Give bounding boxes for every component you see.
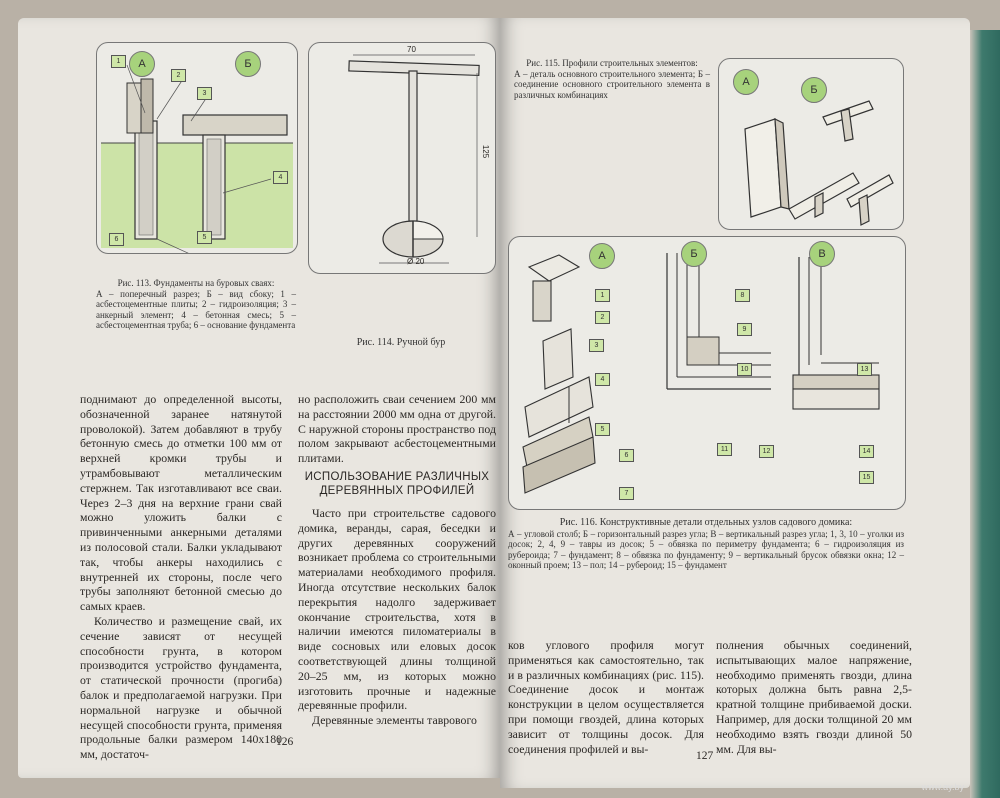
dim-label-side: 125: [481, 144, 491, 159]
paragraph: Часто при строительстве садового домика, веранды, сарая, беседки и других деревянных сооружений возникает проблема со строительными материалами необходимого профиля. Иногда отсутствие нескольких балок перекрытия надолго задерживает окончание строительства, хотя в наличии имеются пиломатериалы в виде сосновых или еловых досок соответствующей длины толщиной 20–25 мм, из которых можно изготовить прочные и надежные деревянные профили.: [298, 505, 496, 713]
callout-2: 2: [171, 69, 186, 82]
callout-12: 12: [759, 445, 774, 458]
paragraph: Деревянные элементы таврового: [312, 713, 477, 728]
figure-113-caption: [96, 278, 296, 331]
callout-1: 1: [595, 289, 610, 302]
figure-115: [718, 58, 904, 230]
figure-115-caption-title: Рис. 115. Профили строительных элементов:: [526, 58, 698, 68]
figure-116-caption: [508, 518, 904, 571]
view-label-b: Б: [801, 77, 827, 103]
callout-4: 4: [595, 373, 610, 386]
figure-115-caption-body: А – деталь основного строительного элемента; Б – соединение основного строительного элемента в различных комбинациях: [514, 68, 710, 100]
figure-114-caption: Рис. 114. Ручной бур: [356, 337, 446, 348]
callout-11: 11: [717, 443, 732, 456]
callout-9: 9: [737, 323, 752, 336]
view-label-c: В: [809, 241, 835, 267]
figure-116-caption-body: А – угловой столб; Б – горизонтальный разрез угла; В – вертикальный разрез угла; 1, 3, 10 – уголки из досок; 2, 4, 9 – тавры из досок; 5 – обвязка по периметру фундамента; 6 – гидроизоляция из рубероида; 7 – фундамент; 8 – обвязка по фундаменту; 9 – вертикальный брусок обвязки окна; 12 – оконный проем; 13 – пол; 14 – рубероид; 15 – фундамент: [508, 528, 904, 570]
callout-4: 4: [273, 171, 288, 184]
callout-2: 2: [595, 311, 610, 324]
callout-8: 8: [735, 289, 750, 302]
paragraph: полнения обычных соединений, испытывающих малое напряжение, необходимо применять гвозди, длина которых должна быть равна 2,5-кратной толщине прибиваемой доски. Например, для доски толщиной 20 мм необходимо взять гвозди длиной 50 мм. Для вы-: [716, 638, 912, 756]
callout-7: 7: [619, 487, 634, 500]
figure-116-drawing: [509, 237, 905, 509]
callout-15: 15: [859, 471, 874, 484]
figure-114: [308, 42, 496, 274]
callout-10: 10: [737, 363, 752, 376]
view-label-a: А: [733, 69, 759, 95]
figure-114-drawing: [309, 43, 495, 273]
section-heading: ИСПОЛЬЗОВАНИЕ РАЗЛИЧНЫХ ДЕРЕВЯННЫХ ПРОФИЛЕЙ: [304, 470, 490, 497]
callout-3: 3: [197, 87, 212, 100]
dim-label-top: 70: [407, 45, 416, 54]
page-number: 126: [276, 736, 294, 748]
left-text-column-1: [80, 392, 282, 762]
callout-3: 3: [589, 339, 604, 352]
right-text-column-1: [508, 638, 704, 756]
paragraph: Количество и размещение свай, их сечение зависят от несущей способности грунта, в котором производится устройство фундамента, от статической прочности (прогиба) балок и предполагаемой нагрузки. При нормальной нагрузке и обычной несущей способности грунта, применяя продольные балки размером 140х180 мм, достаточ-: [80, 613, 282, 762]
callout-13: 13: [857, 363, 872, 376]
left-page: [18, 18, 500, 778]
figure-113-caption-body: А – поперечный разрез; Б – вид сбоку; 1 – асбестоцементные плиты; 2 – гидроизоляция; 3 – анкерный элемент; 4 – бетонная смесь; 5 – асбестоцементная труба; 6 – основание фундамента: [96, 288, 296, 330]
figure-113: [96, 42, 298, 254]
paragraph: ков углового профиля могут применяться как самостоятельно, так и в различных комбинациях (рис. 115). Соединение досок и монтаж конструкции в целом осуществляется при помощи гвоздей, длина которых зависит от толщины досок. Для соединения профилей и вы-: [508, 638, 704, 756]
figure-116-caption-title: Рис. 116. Конструктивные детали отдельных узлов садового домика:: [559, 517, 853, 528]
left-text-column-2: [298, 392, 496, 728]
figure-116: [508, 236, 906, 510]
right-page: [500, 18, 970, 788]
dim-label-bottom: Ø 20: [407, 257, 425, 266]
callout-5: 5: [197, 231, 212, 244]
callout-1: 1: [111, 55, 126, 68]
paragraph: но расположить сваи сечением 200 мм на расстоянии 2000 мм одна от другой. С наружной стороны пространство под полом закрывают асбестоцементными плитами.: [298, 392, 496, 466]
figure-115-caption: [514, 58, 710, 100]
figure-113-caption-title: Рис. 113. Фундаменты на буровых сваях:: [117, 278, 275, 288]
callout-6: 6: [619, 449, 634, 462]
view-label-b: Б: [235, 51, 261, 77]
callout-6: 6: [109, 233, 124, 246]
view-label-a: А: [589, 243, 615, 269]
callout-14: 14: [859, 445, 874, 458]
figure-113-drawing: [97, 43, 297, 253]
book-cover-edge: [970, 30, 1000, 798]
callout-5: 5: [595, 423, 610, 436]
view-label-a: А: [129, 51, 155, 77]
view-label-b: Б: [681, 241, 707, 267]
paragraph: поднимают до определенной высоты, обозначенной заранее натянутой проволокой). Затем добавляют в трубу бетонную смесь до отметки 100 мм от верхней кромки трубы и утрамбовывают металлическим стержнем. Так изготавливают все сваи. Через 2–3 дня на верхние грани свай можно уложить балки с привинченными анкерными деталями из полосовой стали. Балки укладывают так, чтобы анкеры находились с внутренней их стороны, после чего трубы заполняют бетонной смесью до самых краев.: [80, 392, 282, 614]
page-number: 127: [696, 750, 714, 762]
watermark: www.ay.by: [921, 782, 964, 792]
right-text-column-2: [716, 638, 912, 756]
